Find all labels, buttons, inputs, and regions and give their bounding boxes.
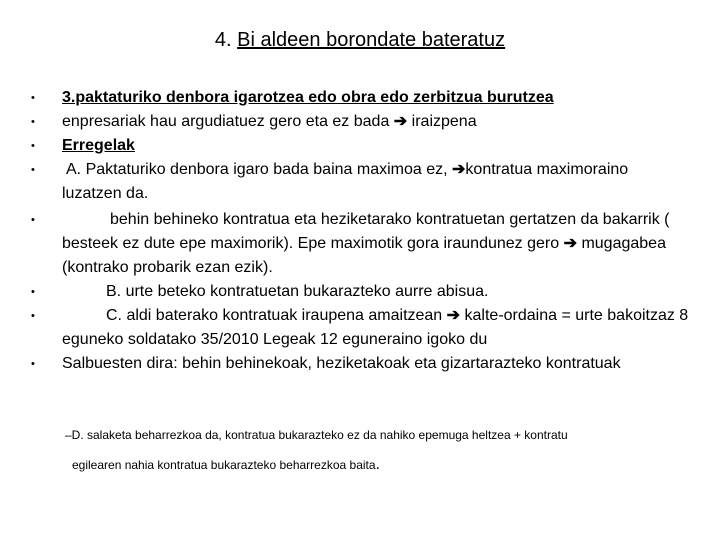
bullet-icon: • [31,214,35,226]
bullet-icon: • [31,286,35,298]
list-item [0,158,720,206]
arrow-icon: ➔ [393,113,408,130]
item-text-after: kontratua maximoraino luzatzen da. [62,161,629,202]
sub-note-line1: –D. salaketa beharrezkoa da, kontratua bukarazteko ez da nahiko epemuga heltzea + kontratu [65,428,568,442]
title-number: 4. [214,29,232,51]
bullet-icon: • [31,310,35,322]
item-text-after: iraizpena [411,113,477,130]
bullet-list [0,86,720,376]
item-text: C. aldi baterako kontratuak iraupena amaitzean [106,307,443,324]
item-heading: Erregelak [62,137,135,154]
list-item [0,280,720,304]
list-item [0,304,720,352]
arrow-icon: ➔ [446,307,461,324]
list-item [0,110,720,134]
sub-note-line2 [72,456,692,474]
sub-note-line2-text: egilearen nahia kontratua bukarazteko beharrezkoa baita [72,458,376,472]
item-text-after: kalte-ordaina = urte bakoitzaz 8 eguneko soldatako 35/2010 Legeak 12 eguneraino igoko du [62,307,689,348]
item-text: 3.paktaturiko denbora igarotzea edo obra edo zerbitzua burutzea [62,89,554,106]
bullet-icon: • [31,92,35,104]
item-text: enpresariak hau argudiatuez gero eta ez bada [62,113,390,130]
list-item [0,208,720,280]
item-text: behin behineko kontratua eta heziketarako kontratuetan gertatzen da bakarrik ( besteek ez dute epe maximorik). Epe maximotik gora iraundunez gero [62,211,670,252]
list-item [0,86,720,110]
item-text: B. urte beteko kontratuetan bukarazteko aurre abisua. [106,283,489,300]
bullet-icon: • [31,140,35,152]
list-item [0,134,720,158]
list-item [0,352,720,376]
item-text-after: mugagabea (kontrako probarik ezan ezik). [62,235,666,276]
bullet-icon: • [31,358,35,370]
item-text: A. Paktaturiko denbora igaro bada baina maximoa ez, [66,161,448,178]
bullet-icon: • [31,116,35,128]
arrow-icon: ➔ [452,161,466,178]
title-text: Bi aldeen borondate bateratuz [237,29,506,51]
arrow-icon: ➔ [563,235,577,252]
bullet-icon: • [31,164,35,176]
page-title [0,26,720,54]
sub-note-line2-end: . [375,456,380,473]
item-text: Salbuesten dira: behin behinekoak, heziketakoak eta gizartarazteko kontratuak [62,355,621,372]
